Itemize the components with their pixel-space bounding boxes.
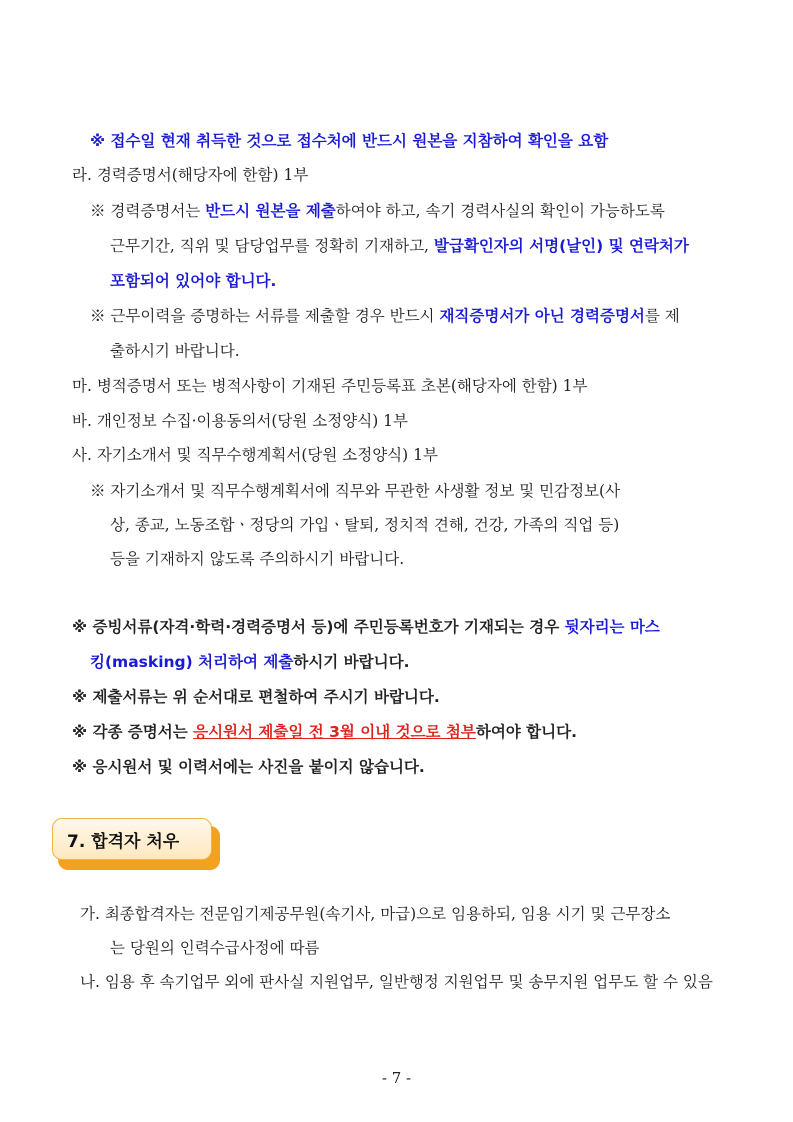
emphasis: 발급확인자의 서명(날인) 및 연락처가 (433, 237, 689, 255)
notice-no-photo: ※ 응시원서 및 이력서에는 사진을 붙이지 않습니다. (72, 758, 425, 776)
text: 하시기 바랍니다. (293, 653, 410, 671)
item-ba: 바. 개인정보 수집·이용동의서(당원 소정양식) 1부 (72, 412, 409, 430)
note-work-history-2: 출하시기 바랍니다. (110, 342, 240, 360)
emphasis: 뒷자리는 마스 (564, 618, 660, 636)
emphasis-red: 응시원서 제출일 전 3월 이내 것으로 첨부 (193, 723, 476, 741)
notice-masking-2 (90, 651, 409, 673)
note-self-intro-2: 상, 종교, 노동조합ㆍ정당의 가입ㆍ탈퇴, 정치적 견해, 건강, 가족의 직업 등) (110, 516, 620, 534)
note-self-intro-1: ※ 자기소개서 및 직무수행계획서에 직무와 무관한 사생활 정보 및 민감정보(사 (90, 482, 621, 500)
notice-original-required: ※ 접수일 현재 취득한 것으로 접수처에 반드시 원본을 지참하여 확인을 요함 (90, 132, 609, 150)
text: ※ 증빙서류(자격·학력·경력증명서 등)에 주민등록번호가 기재되는 경우 (72, 618, 565, 636)
item-na: 나. 임용 후 속기업무 외에 판사실 지원업무, 일반행정 지원업무 및 송무지원 업무도 할 수 있음 (80, 973, 713, 991)
item-ma: 마. 병적증명서 또는 병적사항이 기재된 주민등록표 초본(해당자에 한함) 1부 (72, 377, 588, 395)
note-work-history-1 (90, 305, 680, 327)
item-ra: 라. 경력증명서(해당자에 한함) 1부 (72, 166, 309, 184)
text: 하여야 하고, 속기 경력사실의 확인이 가능하도록 (335, 202, 665, 220)
text: 를 제 (644, 307, 680, 325)
notice-cert-date (72, 721, 577, 743)
text: 하여야 합니다. (475, 723, 577, 741)
note-career-cert-1 (90, 200, 740, 222)
section-title: 7. 합격자 처우 (52, 818, 212, 860)
item-sa: 사. 자기소개서 및 직무수행계획서(당원 소정양식) 1부 (72, 446, 438, 464)
emphasis: 킹(masking) 처리하여 제출 (90, 653, 294, 671)
emphasis: 재직증명서가 아닌 경력증명서 (439, 307, 645, 325)
text: ※ 근무이력을 증명하는 서류를 제출할 경우 반드시 (90, 307, 440, 325)
text: ※ 각종 증명서는 (72, 723, 194, 741)
notice-masking-1 (72, 616, 660, 638)
item-ga-1: 가. 최종합격자는 전문임기제공무원(속기사, 마급)으로 임용하되, 임용 시기 및 근무장소 (80, 905, 671, 923)
note-self-intro-3: 등을 기재하지 않도록 주의하시기 바랍니다. (110, 550, 405, 568)
emphasis: 반드시 원본을 제출 (205, 202, 336, 220)
notice-order: ※ 제출서류는 위 순서대로 편철하여 주시기 바랍니다. (72, 688, 440, 706)
item-ga-2: 는 당원의 인력수급사정에 따름 (110, 939, 320, 957)
note-career-cert-3: 포함되어 있어야 합니다. (110, 272, 277, 290)
note-career-cert-2 (110, 235, 689, 257)
section-7-heading (52, 818, 220, 870)
page-number: - 7 - (381, 1069, 412, 1087)
text: ※ 경력증명서는 (90, 202, 206, 220)
text: 근무기간, 직위 및 담당업무를 정확히 기재하고, (110, 237, 434, 255)
